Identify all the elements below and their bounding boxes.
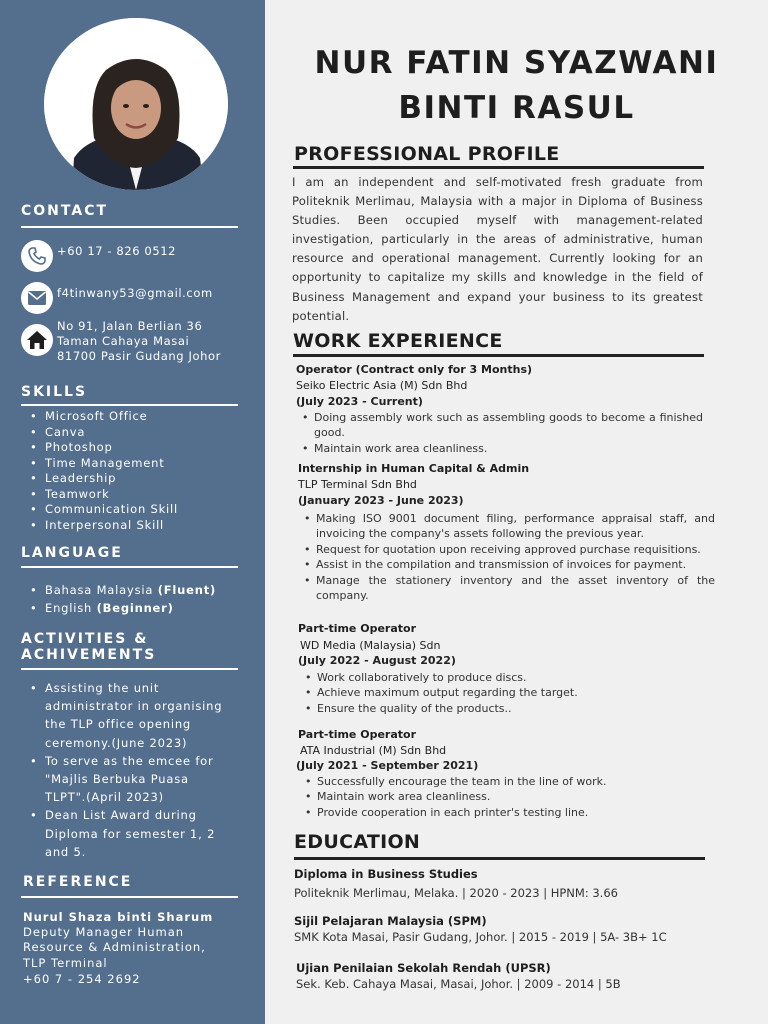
job-bullets (303, 774, 713, 820)
language-item (28, 581, 216, 599)
contact-divider (21, 226, 238, 228)
reference-divider (21, 896, 238, 898)
job-bullet: • Maintain work area cleanliness. (300, 441, 703, 456)
skill-item: • Interpersonal Skill (28, 518, 178, 534)
work-heading: WORK EXPERIENCE (293, 330, 503, 352)
activity-line: and 5. (45, 844, 87, 859)
activity-line: Diploma for semester 1, 2 (45, 826, 216, 841)
activity-line: TLPT".(April 2023) (45, 790, 164, 805)
skills-divider (21, 404, 238, 406)
activity-item (28, 679, 222, 752)
reference-line: TLP Terminal (23, 956, 108, 970)
job-period: (January 2023 - June 2023) (298, 494, 464, 507)
education-title: Sijil Pelajaran Malaysia (SPM) (294, 914, 487, 928)
sidebar (0, 0, 265, 1024)
contact-heading: CONTACT (21, 203, 109, 219)
education-title: Ujian Penilaian Sekolah Rendah (UPSR) (296, 961, 551, 975)
job-company: TLP Terminal Sdn Bhd (298, 478, 417, 491)
job-bullet: • Request for quotation upon receiving approved purchase requisitions. (302, 542, 715, 557)
profile-text: I am an independent and self-motivated fresh graduate from Politeknik Merlimau, Malaysia with a major in Diploma of Business Studies. Been occupied myself with management-related investigation, particularly in the areas of administrative, human resource and operational management. Currently looking for an opportunity to capitalize my skills and knowledge in the field of Business Management and expand your business to its greatest potential. (292, 175, 703, 323)
activity-line: ceremony.(June 2023) (45, 735, 188, 750)
address-line-3: 81700 Pasir Gudang Johor (57, 349, 221, 363)
job-company: Seiko Electric Asia (M) Sdn Bhd (296, 379, 468, 392)
activities-heading (21, 631, 156, 663)
skills-heading: SKILLS (21, 384, 88, 400)
activity-line: administrator in organising (45, 699, 223, 714)
reference-name: Nurul Shaza binti Sharum (23, 910, 214, 924)
job-period: (July 2023 - Current) (296, 395, 423, 408)
phone-icon (21, 240, 53, 272)
job-bullet: • Provide cooperation in each printer's testing line. (303, 805, 713, 820)
language-name: English (45, 601, 93, 615)
education-divider (294, 857, 705, 860)
full-name-line-2: BINTI RASUL (398, 90, 635, 126)
activity-line: • To serve as the emcee for (45, 753, 214, 768)
language-level: (Beginner) (96, 601, 174, 615)
activity-line: • Dean List Award during (45, 808, 197, 823)
job-title: Part-time Operator (298, 728, 416, 741)
activities-heading-line-2: ACHIVEMENTS (21, 647, 157, 663)
language-heading: LANGUAGE (21, 545, 123, 561)
activity-item (28, 806, 222, 861)
email-address: f4tinwany53@gmail.com (57, 286, 213, 300)
activity-item (28, 752, 222, 807)
reference-heading: REFERENCE (23, 874, 133, 890)
job-bullets (302, 511, 715, 603)
phone-number: +60 17 - 826 0512 (57, 244, 177, 258)
skill-item: • Photoshop (28, 440, 178, 456)
job-period: (July 2022 - August 2022) (298, 654, 456, 667)
reference-line: Resource & Administration, (23, 940, 206, 954)
reference-line: Deputy Manager Human (23, 925, 185, 939)
job-period: (July 2021 - September 2021) (296, 759, 479, 772)
full-name-line-1: NUR FATIN SYAZWANI (314, 45, 719, 81)
education-detail: Sek. Keb. Cahaya Masai, Masai, Johor. | 2009 - 2014 | 5B (296, 977, 621, 991)
job-bullet: • Maintain work area cleanliness. (303, 789, 713, 804)
skill-item: • Microsoft Office (28, 409, 178, 425)
job-bullet: • Doing assembly work such as assembling goods to become a finished good. (300, 410, 703, 441)
job-bullet: • Manage the stationery inventory and the asset inventory of the company. (302, 573, 715, 604)
profile-divider (293, 166, 704, 169)
activities-heading-line-1: ACTIVITIES & (21, 631, 149, 647)
job-company: ATA Industrial (M) Sdn Bhd (300, 744, 447, 757)
language-divider (21, 566, 238, 568)
skill-item: • Teamwork (28, 487, 178, 503)
job-bullet: • Making ISO 9001 document filing, performance appraisal staff, and invoicing the company's assets following the previous year. (302, 511, 715, 542)
language-name: Bahasa Malaysia (45, 583, 154, 597)
activity-line: the TLP office opening (45, 717, 192, 732)
education-heading: EDUCATION (294, 831, 421, 853)
job-bullet: • Achieve maximum output regarding the target. (303, 685, 713, 700)
language-level: (Fluent) (157, 583, 217, 597)
skill-item: • Leadership (28, 471, 178, 487)
skill-item: • Communication Skill (28, 502, 178, 518)
activity-line: • Assisting the unit (45, 681, 160, 695)
job-title: Operator (Contract only for 3 Months) (296, 363, 533, 376)
education-detail: SMK Kota Masai, Pasir Gudang, Johor. | 2015 - 2019 | 5A- 3B+ 1C (294, 930, 667, 944)
job-bullet: • Work collaboratively to produce discs. (303, 670, 713, 685)
email-icon (21, 282, 53, 314)
job-title: Internship in Human Capital & Admin (298, 462, 530, 475)
profile-heading: PROFESSIONAL PROFILE (294, 143, 560, 165)
activities-divider (21, 668, 238, 670)
address-line-2: Taman Cahaya Masai (57, 334, 190, 348)
skill-item: • Time Management (28, 456, 178, 472)
activity-line: "Majlis Berbuka Puasa (45, 772, 189, 787)
job-bullet: • Ensure the quality of the products.. (303, 701, 713, 716)
job-company: WD Media (Malaysia) Sdn (300, 639, 441, 652)
job-bullets (300, 410, 703, 456)
skill-item: • Canva (28, 425, 178, 441)
job-bullets (303, 670, 713, 716)
job-bullet: • Assist in the compilation and transmission of invoices for payment. (302, 557, 715, 572)
education-detail: Politeknik Merlimau, Melaka. | 2020 - 2023 | HPNM: 3.66 (294, 886, 618, 900)
language-list (28, 581, 216, 617)
skills-list (28, 409, 178, 533)
profile-photo (44, 18, 228, 190)
education-title: Diploma in Business Studies (294, 867, 478, 881)
reference-phone: +60 7 - 254 2692 (23, 972, 141, 986)
home-icon (21, 324, 53, 356)
address-line-1: No 91, Jalan Berlian 36 (57, 319, 203, 333)
activities-list (28, 679, 222, 861)
language-item (28, 599, 216, 617)
job-title: Part-time Operator (298, 622, 416, 635)
job-bullet: • Successfully encourage the team in the line of work. (303, 774, 713, 789)
work-divider (293, 354, 704, 357)
